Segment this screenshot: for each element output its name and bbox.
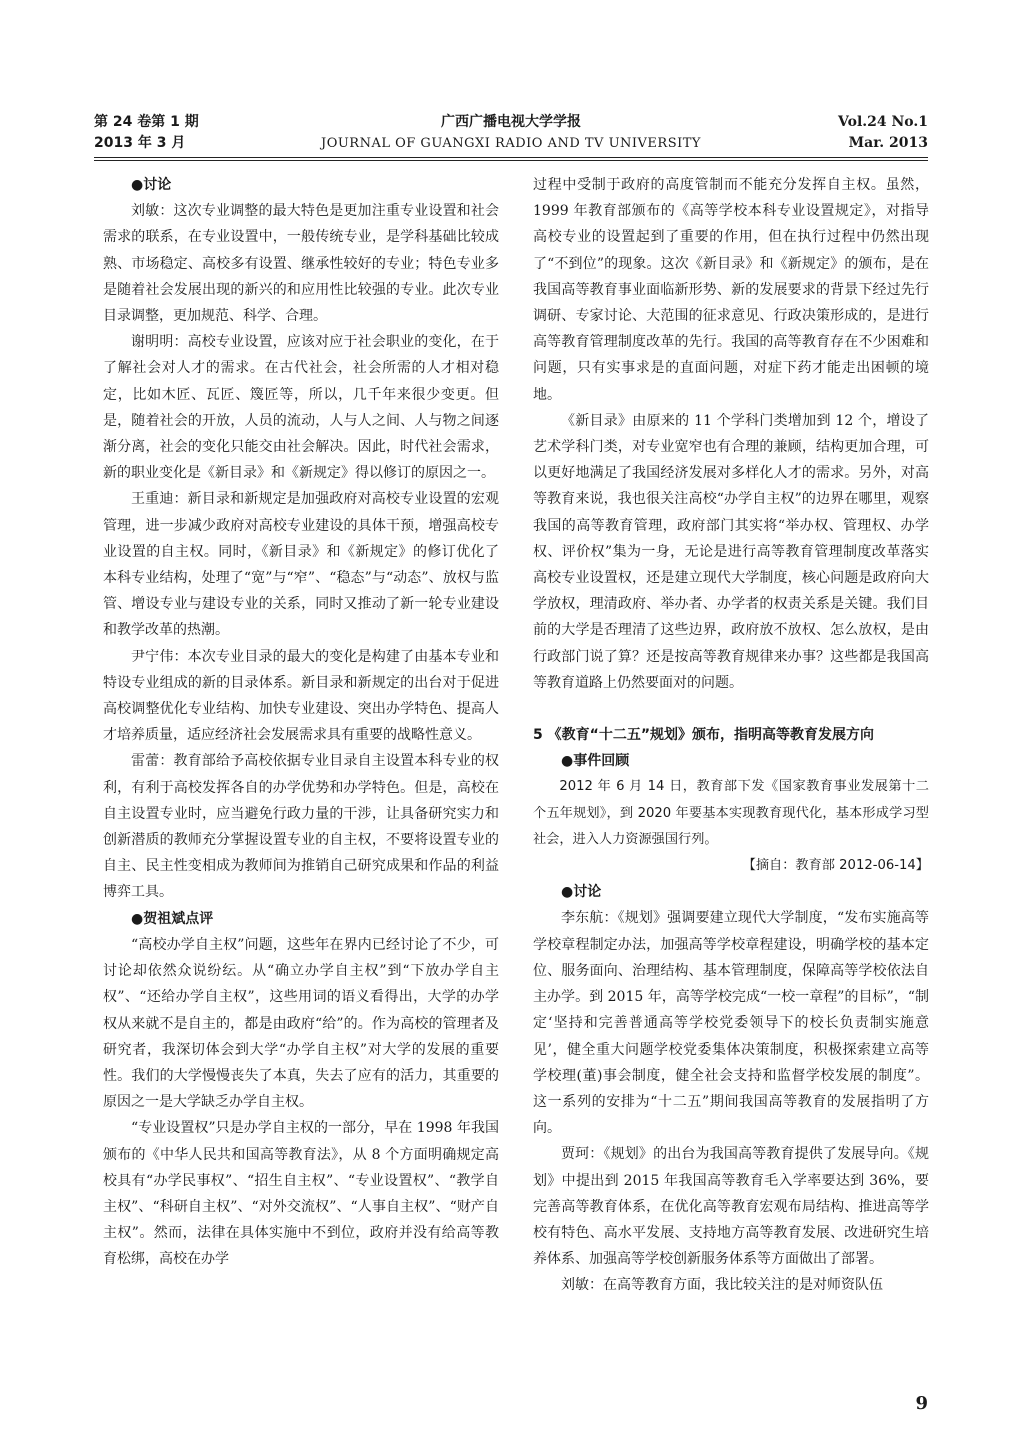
header-rule-bottom [94,160,928,161]
paragraph: 刘敏：这次专业调整的最大特色是更加注重专业设置和社会需求的联系，在专业设置中，一般传统专业，是学科基础比较成熟、市场稳定、高校多有设置、继承性较好的专业；特色专业多是随着社会发展出现的新兴的和应用性比较强的专业。此次专业目录调整，更加规范、科学、合理。 [103,203,499,325]
section-heading-event-review: ●事件回顾 [561,753,630,770]
paragraph: 李东航：《规划》强调要建立现代大学制度，“发布实施高等学校章程制定办法，加强高等学校章程建设，明确学校的基本定位、服务面向、治理结构、基本管理制度，保障高等学校依法自主办学。到 2015 年，高等学校完成“一校一章程”的目标”，“制定‘坚持和完善普通高等学校党委领导下的校长负责制实施意见’，健全重大问题学校党委集体决策制度，积极探索建立高等学校理(董)事会制度，健全社会支持和监督学校发展的制度”。这一系列的安排为“十二五”期间我国高等教育的发展指明了方向。 [533,910,929,1137]
paragraph: 过程中受制于政府的高度管制而不能充分发挥自主权。虽然，1999 年教育部颁布的《高等学校本科专业设置规定》，对指导高校专业的设置起到了重要的作用，但在执行过程中仍然出现了“不到位”的现象。这次《新目录》和《新规定》的颁布，是在我国高等教育事业面临新形势、新的发展要求的背景下经过先行调研、专家讨论、大范围的征求意见、行政决策形成的，是进行高等教育管理制度改革的先行。我国的高等教育存在不少困难和问题，只有实事求是的直面问题，对症下药才能走出困顿的境地。 [533,177,929,403]
paragraph: 刘敏：在高等教育方面，我比较关注的是对师资队伍 [561,1277,883,1294]
paragraph: “专业设置权”只是办学自主权的一部分，早在 1998 年我国颁布的《中华人民共和国高等教育法》，从 8 个方面明确规定高校具有“办学民事权”、“招生自主权”、“专业设置权”、“教学自主权”、“科研自主权”、“对外交流权”、“人事自主权”、“财产自主权”。然而，法律在具体实施中不到位，政府并没有给高等教育松绑，高校在办学 [103,1120,499,1268]
paragraph: 贾珂：《规划》的出台为我国高等教育提供了发展导向。《规划》中提出到 2015 年我国高等教育毛入学率要达到 36%，要完善高等教育体系，在优化高等教育宏观布局结构、推进高等学校有特色、高水平发展、支持地方高等教育发展、改进研究生培养体系、加强高等学校创新服务体系等方面做出了部署。 [533,1146,929,1268]
header-rule-top [94,157,928,158]
event-summary: 2012 年 6 月 14 日，教育部下发《国家教育事业发展第十二个五年规划》，到 2020 年要基本实现教育现代化，基本形成学习型社会，进入人力资源强国行列。 [533,779,929,847]
page-number: 9 [915,1393,928,1414]
volume-issue: 第 24 卷第 1 期 [94,114,199,130]
left-column [103,172,499,1367]
section-heading-discussion: ●讨论 [561,884,602,901]
header-center [94,112,928,154]
paragraph: “高校办学自主权”问题，这些年在界内已经讨论了不少，可讨论却依然众说纷纭。从“确立办学自主权”到“下放办学自主权”、“还给办学自主权”，这些用词的语义看得出，大学的办学权从来就不是自主的，都是由政府“给”的。作为高校的管理者及研究者，我深切体会到大学“办学自主权”对大学的发展的重要性。我们的大学慢慢丧失了本真，失去了应有的活力，其重要的原因之一是大学缺乏办学自主权。 [103,936,499,1111]
issue-date: 2013 年 3 月 [94,135,186,151]
journal-title-en: JOURNAL OF GUANGXI RADIO AND TV UNIVERSITY [320,136,702,151]
header-right [838,112,928,154]
paragraph: 王重迪：新目录和新规定是加强政府对高校专业设置的宏观管理，进一步减少政府对高校专业建设的具体干预，增强高校专业设置的自主权。同时，《新目录》和《新规定》的修订优化了本科专业结构，处理了“宽”与“窄”、“稳态”与“动态”、放权与监管、增设专业与建设专业的关系，同时又推动了新一轮专业建设和教学改革的热潮。 [103,491,499,639]
section-spacer [533,696,929,722]
paragraph: 雷蕾：教育部给予高校依据专业目录自主设置本科专业的权利，有利于高校发挥各自的办学优势和办学特色。但是，高校在自主设置专业时，应当避免行政力量的干涉，让具备研究实力和创新潜质的教师充分掌握设置专业的自主权，不要将设置专业的自主、民主性变相成为教师间为推销自己研究成果和作品的利益博弈工具。 [103,753,499,901]
paragraph: 《新目录》由原来的 11 个学科门类增加到 12 个，增设了艺术学科门类，对专业宽窄也有合理的兼顾，结构更加合理，可以更好地满足了我国经济发展对多样化人才的需求。另外，对高等教育来说，我也很关注高校“办学自主权”的边界在哪里，观察我国的高等教育管理，政府部门其实将“举办权、管理权、办学权、评价权”集为一身，无论是进行高等教育管理制度改革落实高校专业设置权，还是建立现代大学制度，核心问题是政府向大学放权，理清政府、举办者、办学者的权责关系是关键。我们目前的大学是否理清了这些边界，政府放不放权、怎么放权，是由行政部门说了算？还是按高等教育规律来办事？这些都是我国高等教育道路上仍然要面对的问题。 [533,412,929,691]
section-heading-comment: ●贺祖斌点评 [131,910,214,927]
running-header [94,112,928,156]
event-source: 【摘自：教育部 2012-06-14】 [742,858,929,874]
section-heading-discussion: ●讨论 [131,177,172,193]
paragraph: 谢明明：高校专业设置，应该对应于社会职业的变化，在于了解社会对人才的需求。在古代社会，社会所需的人才相对稳定，比如木匠、瓦匠、篾匠等，所以，几千年来很少变更。但是，随着社会的开放，人员的流动，人与人之间、人与物之间逐渐分离，社会的变化只能交由社会解决。因此，时代社会需求，新的职业变化是《新目录》和《新规定》得以修订的原因之一。 [103,334,499,482]
right-column [533,172,929,1367]
paragraph: 尹宁伟：本次专业目录的最大的变化是构建了由基本专业和特设专业组成的新的目录体系。新目录和新规定的出台对于促进高校调整优化专业结构、加快专业建设、突出办学特色、提高人才培养质量，适应经济社会发展需求具有重要的战略性意义。 [103,648,499,744]
issue-date-en: Mar. 2013 [848,135,928,151]
section-title-5: 5 《教育“十二五”规划》颁布，指明高等教育发展方向 [533,727,875,744]
journal-title-cn: 广西广播电视大学学报 [441,114,581,130]
volume-issue-en: Vol.24 No.1 [838,114,928,130]
